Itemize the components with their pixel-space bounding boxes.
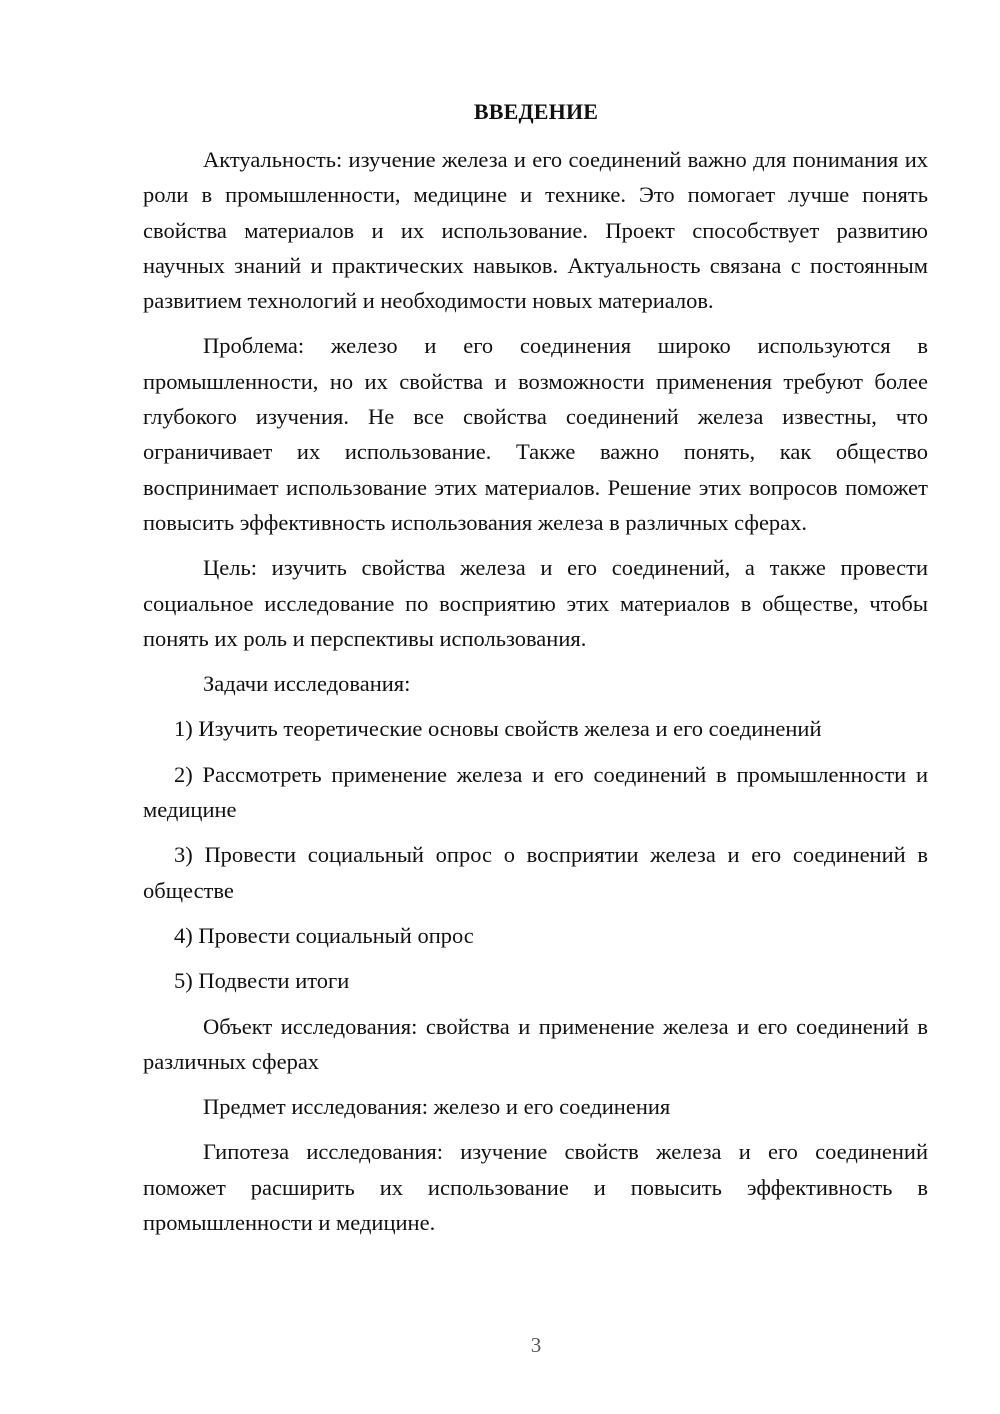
document-body [143, 142, 928, 1240]
task-item: 2) Рассмотреть применение железа и его соединений в промышленности и медицине [143, 761, 928, 823]
paragraph-object: Объект исследования: свойства и применение железа и его соединений в различных сферах [143, 1013, 928, 1074]
section-title: ВВЕДЕНИЕ [473, 99, 599, 124]
task-item: 5) Подвести итоги [174, 968, 350, 994]
task-item: 4) Провести социальный опрос [174, 922, 474, 948]
paragraph-hypothesis: Гипотеза исследования: изучение свойств железа и его соединений поможет расширить их использование и повысить эффективность в промышленности и медицине. [143, 1139, 928, 1236]
paragraph-subject: Предмет исследования: железо и его соединения [203, 1094, 671, 1120]
paragraph-relevance: Актуальность: изучение железа и его соединений важно для понимания их роли в промышленности, медицине и технике. Это помогает лучше понять свойства материалов и их использование. Проект способствует развитию научных знаний и практических навыков. Актуальность связана с постоянным развитием технологий и необходимости новых материалов. [143, 147, 928, 314]
task-item: 3) Провести социальный опрос о восприятии железа и его соединений в обществе [143, 842, 928, 903]
task-item: 1) Изучить теоретические основы свойств железа и его соединений [174, 716, 822, 742]
paragraph-problem: Проблема: железо и его соединения широко используются в промышленности, но их свойства и возможности применения требуют более глубокого изучения. Не все свойства соединений железа известны, что ограничивает их использование. Также важно понять, как общество воспринимает использование этих материалов. Решение этих вопросов поможет повысить эффективность использования железа в различных сферах. [143, 333, 928, 535]
paragraph-goal: Цель: изучить свойства железа и его соединений, а также провести социальное исследование по восприятию этих материалов в обществе, чтобы понять их роль и перспективы использования. [143, 555, 928, 651]
page-number: 3 [530, 1333, 542, 1357]
tasks-heading: Задачи исследования: [203, 671, 411, 697]
